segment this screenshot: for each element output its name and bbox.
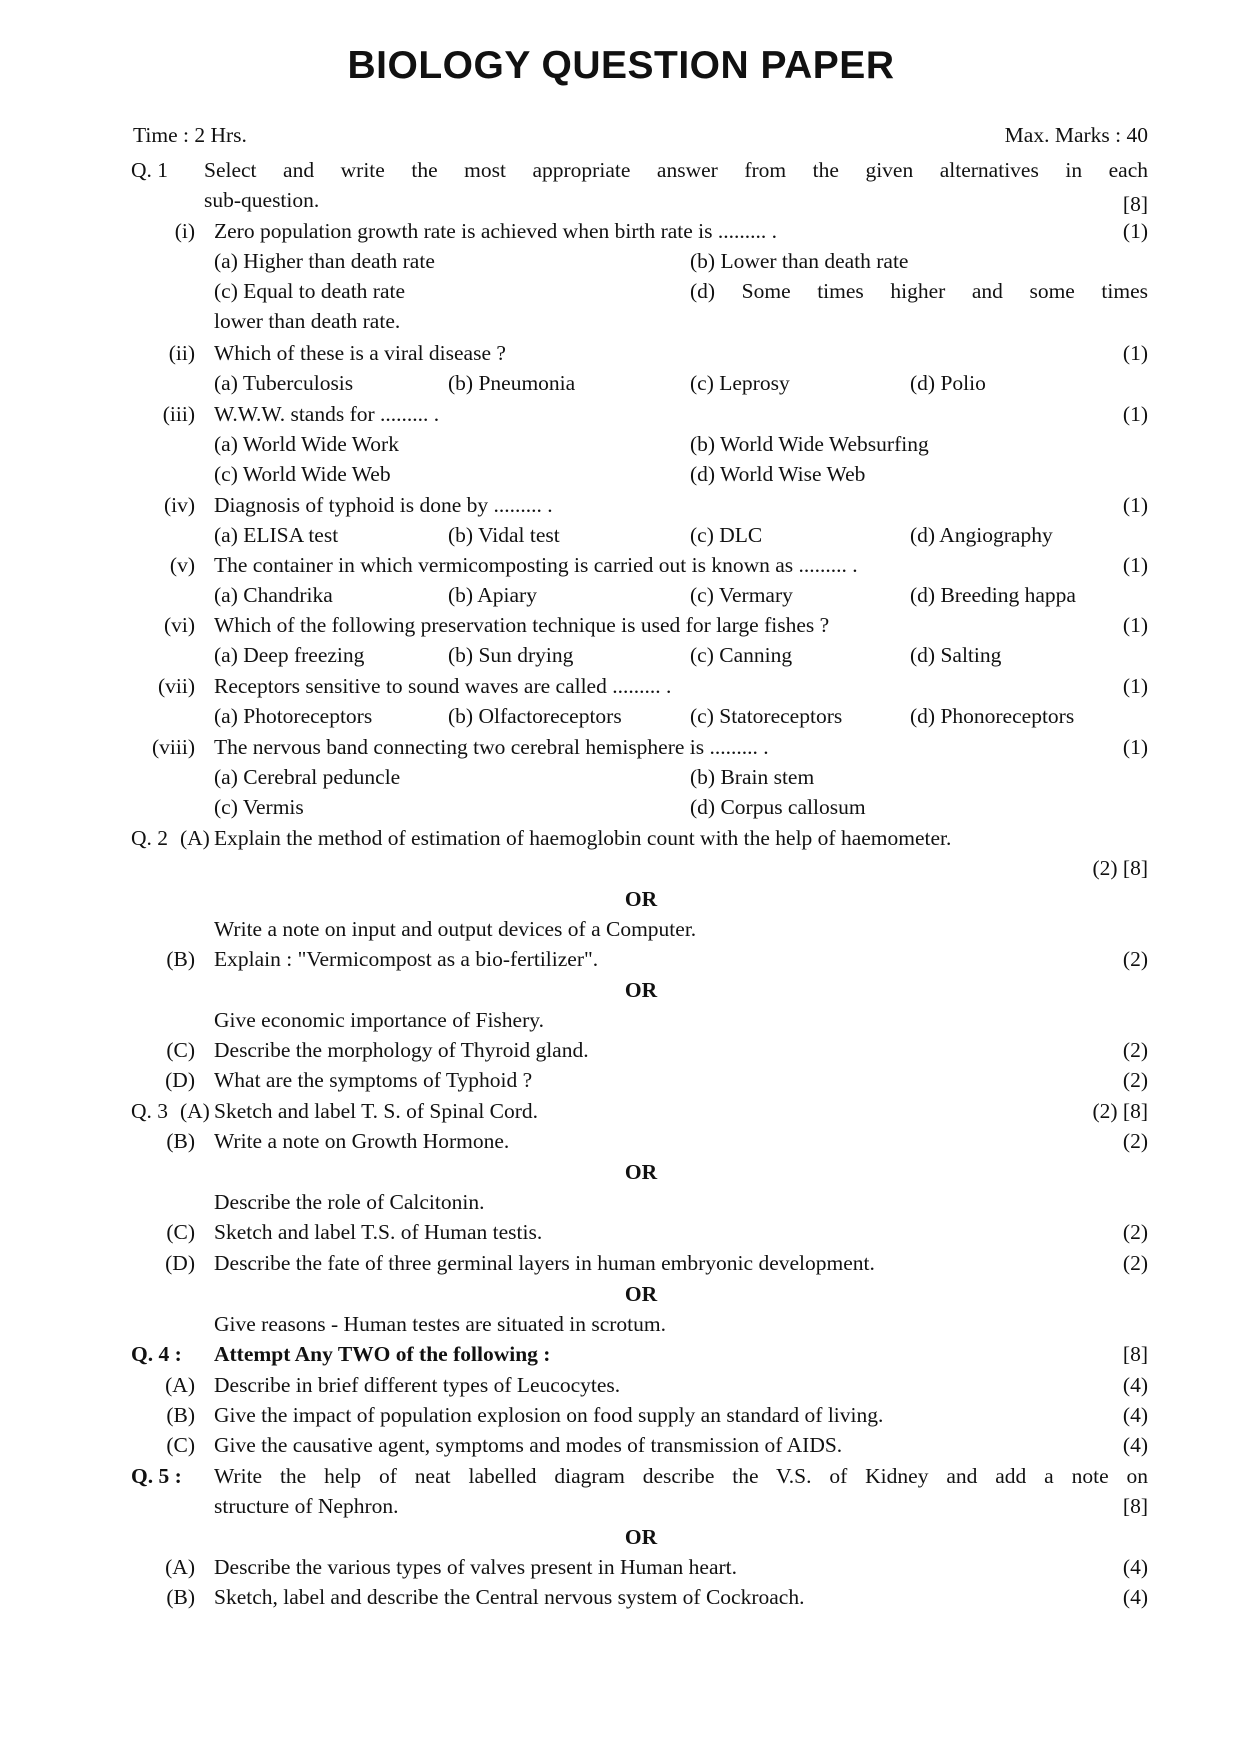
option-a: (a) Tuberculosis (214, 371, 354, 395)
option-b: (b) Sun drying (448, 643, 574, 667)
q1-item-number: (vii) (157, 674, 195, 698)
q1-label: Q. 1 (131, 158, 169, 182)
option-d: (d) Some times higher and some times (690, 279, 1148, 303)
q5-b-label: (B) (166, 1585, 195, 1609)
q1-item-question: Receptors sensitive to sound waves are called ......... . (214, 674, 672, 698)
option-c: (c) Vermary (690, 583, 793, 607)
page-title: BIOLOGY QUESTION PAPER (347, 44, 895, 87)
q3-a-text: Sketch and label T. S. of Spinal Cord. (214, 1099, 539, 1123)
option-a: (a) Cerebral peduncle (214, 765, 401, 789)
q5-b-marks: (4) (1122, 1585, 1148, 1609)
q4-a-marks: (4) (1122, 1373, 1148, 1397)
q2-a-label: (A) (180, 826, 210, 850)
q3-d-alternative: Give reasons - Human testes are situated in scrotum. (214, 1312, 666, 1336)
q1-item-number: (iv) (163, 493, 195, 517)
q5-marks: [8] (1122, 1494, 1148, 1518)
q3-a-label: (A) (180, 1099, 210, 1123)
q1-instruction-cont: sub-question. (204, 188, 320, 212)
option-b: (b) Pneumonia (448, 371, 576, 395)
q1-item-number: (v) (169, 553, 195, 577)
q4-c-marks: (4) (1122, 1433, 1148, 1457)
option-a: (a) World Wide Work (214, 432, 399, 456)
or-divider: OR (624, 1160, 658, 1184)
q4-c-text: Give the causative agent, symptoms and modes of transmission of AIDS. (214, 1433, 843, 1457)
option-a: (a) Photoreceptors (214, 704, 373, 728)
q3-d-marks: (2) (1122, 1251, 1148, 1275)
q5-a-text: Describe the various types of valves present in Human heart. (214, 1555, 738, 1579)
q5-a-label: (A) (165, 1555, 195, 1579)
q1-item-marks: (1) (1122, 341, 1148, 365)
max-marks-label: Max. Marks : 40 (1004, 123, 1148, 147)
q2-c-marks: (2) (1122, 1038, 1148, 1062)
option-b: (b) Apiary (448, 583, 537, 607)
q4-b-marks: (4) (1122, 1403, 1148, 1427)
option-d: (d) Salting (910, 643, 1002, 667)
option-c: (c) Leprosy (690, 371, 790, 395)
option-b: (b) World Wide Websurfing (690, 432, 929, 456)
q1-item-question: Diagnosis of typhoid is done by ......... . (214, 493, 553, 517)
q1-marks: [8] (1122, 192, 1148, 216)
q1-item-question: Which of these is a viral disease ? (214, 341, 506, 365)
option-c: (c) Vermis (214, 795, 304, 819)
q1-item-number: (vi) (163, 613, 195, 637)
q5-a-marks: (4) (1122, 1555, 1148, 1579)
q1-instruction: Select and write the most appropriate answer from the given alternatives in each (204, 158, 1148, 182)
q5-label: Q. 5 : (131, 1464, 182, 1488)
q1-item-question: The container in which vermicomposting is carried out is known as ......... . (214, 553, 858, 577)
q3-c-marks: (2) (1122, 1220, 1148, 1244)
q4-text: Attempt Any TWO of the following : (214, 1342, 551, 1366)
q5-text: Write the help of neat labelled diagram describe the V.S. of Kidney and add a note on (214, 1464, 1148, 1488)
option-b: (b) Vidal test (448, 523, 560, 547)
q1-item-marks: (1) (1122, 553, 1148, 577)
option-c: (c) Statoreceptors (690, 704, 843, 728)
q1-item-question: W.W.W. stands for ......... . (214, 402, 440, 426)
option-a: (a) Chandrika (214, 583, 333, 607)
q4-c-label: (C) (166, 1433, 195, 1457)
q2-d-text: What are the symptoms of Typhoid ? (214, 1068, 533, 1092)
q4-b-label: (B) (166, 1403, 195, 1427)
q3-b-marks: (2) (1122, 1129, 1148, 1153)
q1-item-number: (iii) (162, 402, 195, 426)
option-b: (b) Olfactoreceptors (448, 704, 622, 728)
option-b: (b) Brain stem (690, 765, 815, 789)
q1-item-number: (viii) (152, 735, 195, 759)
q2-b-alternative: Give economic importance of Fishery. (214, 1008, 544, 1032)
or-divider: OR (624, 978, 658, 1002)
q3-b-alternative: Describe the role of Calcitonin. (214, 1190, 485, 1214)
q2-d-label: (D) (165, 1068, 195, 1092)
q3-a-marks: (2) [8] (1092, 1099, 1148, 1123)
or-divider: OR (624, 1525, 658, 1549)
q4-a-text: Describe in brief different types of Leucocytes. (214, 1373, 621, 1397)
q1-item-question: Zero population growth rate is achieved when birth rate is ......... . (214, 219, 778, 243)
q3-d-label: (D) (165, 1251, 195, 1275)
option-b: (b) Lower than death rate (690, 249, 909, 273)
q3-c-text: Sketch and label T.S. of Human testis. (214, 1220, 543, 1244)
q2-b-text: Explain : "Vermicompost as a bio-fertilizer". (214, 947, 599, 971)
option-c: (c) DLC (690, 523, 763, 547)
q1-item-question: Which of the following preservation technique is used for large fishes ? (214, 613, 830, 637)
or-divider: OR (624, 1282, 658, 1306)
q3-b-label: (B) (166, 1129, 195, 1153)
time-label: Time : 2 Hrs. (133, 123, 247, 147)
option-d: (d) Polio (910, 371, 986, 395)
option-a: (a) ELISA test (214, 523, 339, 547)
q5-text-cont: structure of Nephron. (214, 1494, 399, 1518)
option-c: (c) Equal to death rate (214, 279, 406, 303)
q3-d-text: Describe the fate of three germinal layers in human embryonic development. (214, 1251, 875, 1275)
q2-c-label: (C) (166, 1038, 195, 1062)
q2-b-marks: (2) (1122, 947, 1148, 971)
option-d: (d) Breeding happa (910, 583, 1076, 607)
or-divider: OR (624, 887, 658, 911)
q4-b-text: Give the impact of population explosion on food supply an standard of living. (214, 1403, 884, 1427)
q2-a-text: Explain the method of estimation of haemoglobin count with the help of haemometer. (214, 826, 952, 850)
q1-item-number: (ii) (168, 341, 195, 365)
q4-marks: [8] (1122, 1342, 1148, 1366)
q1-item-question: The nervous band connecting two cerebral hemisphere is ......... . (214, 735, 769, 759)
q3-label: Q. 3 (131, 1099, 169, 1123)
q1-item-number: (i) (174, 219, 195, 243)
q2-b-label: (B) (166, 947, 195, 971)
q2-d-marks: (2) (1122, 1068, 1148, 1092)
q2-label: Q. 2 (131, 826, 169, 850)
option-d: (d) Angiography (910, 523, 1053, 547)
q2-a-marks: (2) [8] (1092, 856, 1148, 880)
q1-item-marks: (1) (1122, 674, 1148, 698)
q1-item-marks: (1) (1122, 493, 1148, 517)
option-a: (a) Deep freezing (214, 643, 365, 667)
q4-label: Q. 4 : (131, 1342, 182, 1366)
q3-b-text: Write a note on Growth Hormone. (214, 1129, 510, 1153)
q1-item-marks: (1) (1122, 735, 1148, 759)
q5-b-text: Sketch, label and describe the Central nervous system of Cockroach. (214, 1585, 805, 1609)
option-a: (a) Higher than death rate (214, 249, 435, 273)
q1-item-marks: (1) (1122, 613, 1148, 637)
q3-c-label: (C) (166, 1220, 195, 1244)
q1-item-marks: (1) (1122, 402, 1148, 426)
option-d: (d) Phonoreceptors (910, 704, 1075, 728)
option-d: (d) Corpus callosum (690, 795, 866, 819)
q2-c-text: Describe the morphology of Thyroid gland. (214, 1038, 589, 1062)
q1-item-marks: (1) (1122, 219, 1148, 243)
q2-a-alternative: Write a note on input and output devices of a Computer. (214, 917, 697, 941)
option-c: (c) World Wide Web (214, 462, 391, 486)
option-d: (d) World Wise Web (690, 462, 866, 486)
option-d-cont: lower than death rate. (214, 309, 401, 333)
option-c: (c) Canning (690, 643, 793, 667)
q4-a-label: (A) (165, 1373, 195, 1397)
